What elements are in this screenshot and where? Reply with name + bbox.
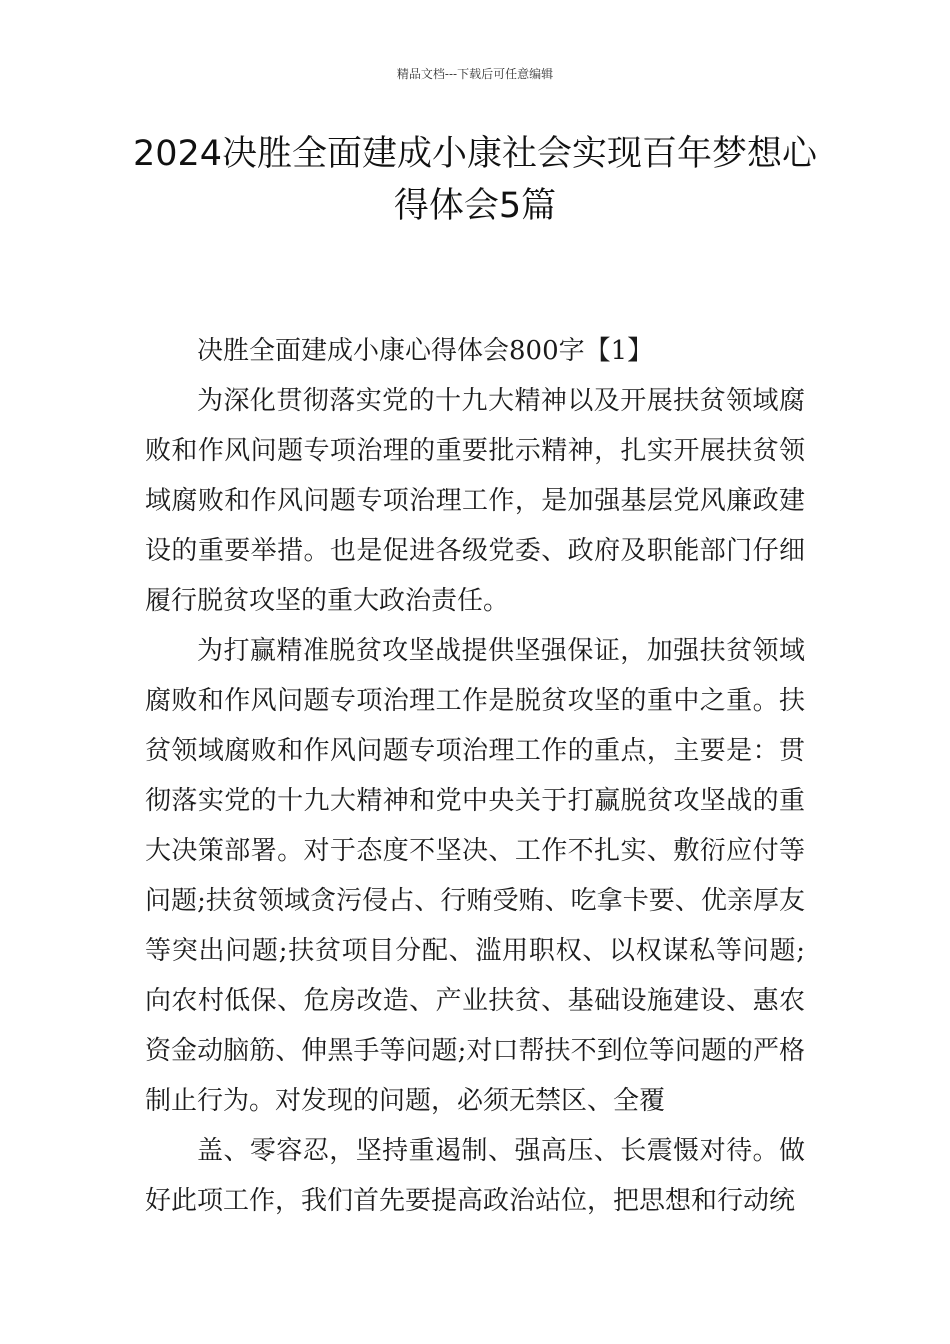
body-paragraph: 为打赢精准脱贫攻坚战提供坚强保证，加强扶贫领域腐败和作风问题专项治理工作是脱贫攻坚的重中之重。扶贫领域腐败和作风问题专项治理工作的重点，主要是：贯彻落实党的十九大精神和党中央关于打赢脱贫攻坚战的重大决策部署。对于态度不坚决、工作不扎实、敷衍应付等问题;扶贫领域贪污侵占、行贿受贿、吃拿卡要、优亲厚友等突出问题;扶贫项目分配、滥用职权、以权谋私等问题;向农村低保、危房改造、产业扶贫、基础设施建设、惠农资金动脑筋、伸黑手等问题;对口帮扶不到位等问题的严格制止行为。对发现的问题，必须无禁区、全覆 [145, 636, 805, 1116]
header-note: 精品文档---下载后可任意编辑 [396, 67, 554, 81]
body-paragraph: 为深化贯彻落实党的十九大精神以及开展扶贫领域腐败和作风问题专项治理的重要批示精神，扎实开展扶贫领域腐败和作风问题专项治理工作，是加强基层党风廉政建设的重要举措。也是促进各级党委、政府及职能部门仔细履行脱贫攻坚的重大政治责任。 [145, 386, 805, 616]
document-title: 2024决胜全面建成小康社会实现百年梦想心得体会5篇 [132, 134, 818, 226]
body-paragraph: 盖、零容忍，坚持重遏制、强高压、长震慑对待。做好此项工作，我们首先要提高政治站位，把思想和行动统 [145, 1136, 805, 1216]
document-body [145, 326, 805, 1226]
section-heading: 决胜全面建成小康心得体会800字【1】 [197, 336, 654, 366]
